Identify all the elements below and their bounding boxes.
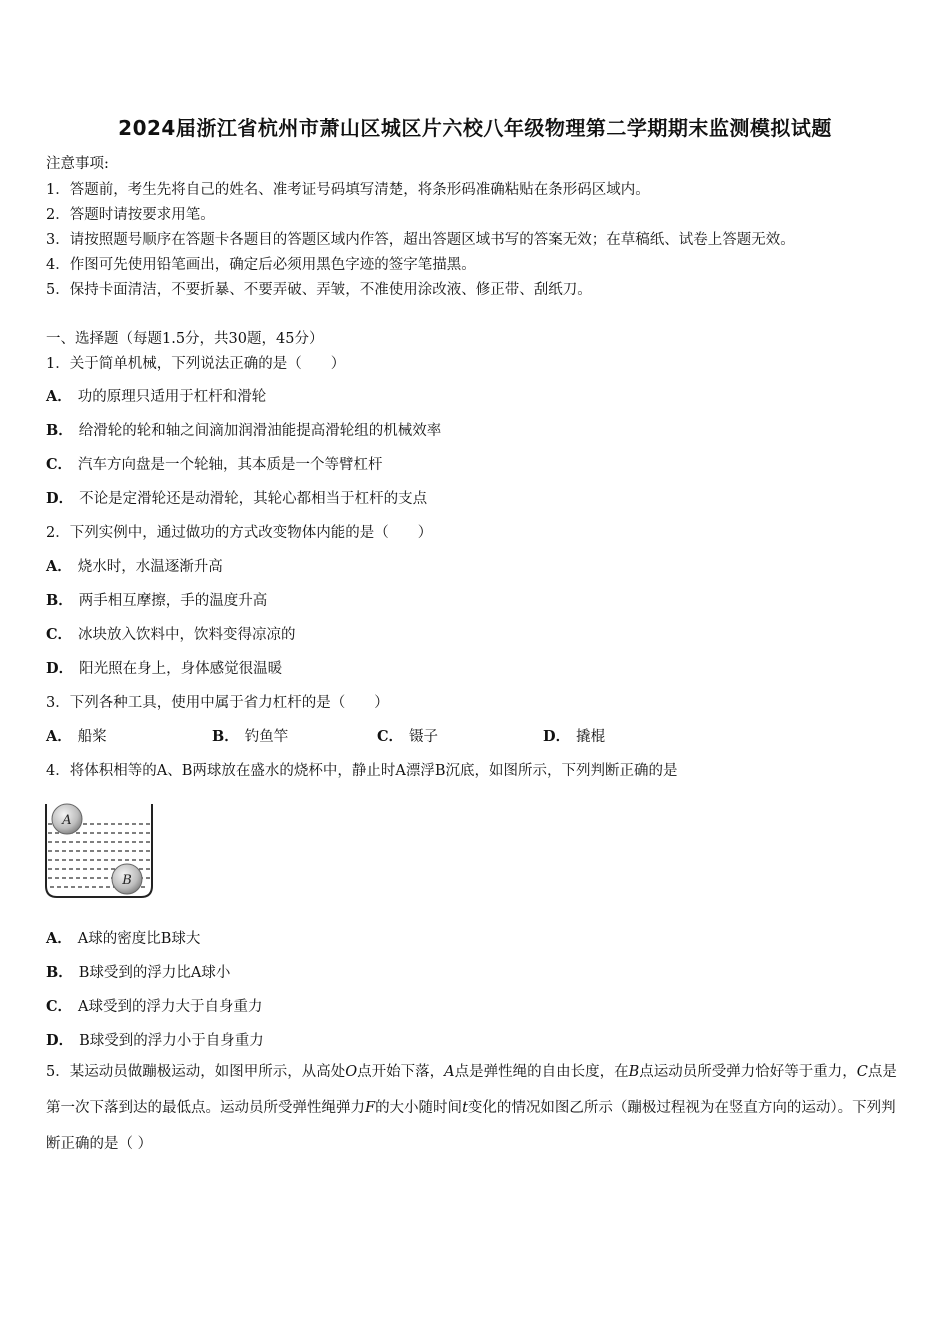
option [543,725,605,746]
option-label: A． [46,728,72,745]
option-text: 镊子 [409,729,439,745]
question-stem: 5．某运动员做蹦极运动，如图甲所示，从高处O点开始下落，A点是弹性绳的自由长度，在B点运动员所受弹力恰好等于重力，C点是第一次下落到达的最低点。运动员所受弹性绳弹力F的大小随时间t变化的情况如图乙所示（蹦极过程视为在竖直方向的运动）。下列判断正确的是（ ） [46,1064,897,1152]
option-label: D． [543,728,571,745]
option-text: A球受到的浮力大于自身重力 [78,999,263,1015]
option-text: 撬棍 [576,729,606,745]
option-label: D． [46,660,74,677]
option [46,995,263,1016]
option-label: A． [46,930,72,947]
option-text: 船桨 [77,729,107,745]
option-text: 汽车方向盘是一个轮轴，其本质是一个等臂杠杆 [78,457,383,473]
option-label: C． [46,626,73,643]
ball-b [112,864,142,894]
question-stem: 2．下列实例中，通过做功的方式改变物体内能的是（ ） [46,525,433,541]
beaker-figure [42,800,158,902]
option [46,589,267,610]
option-label: C． [46,456,73,473]
svg-text:A: A [62,813,72,828]
option [46,961,230,982]
option [46,385,266,406]
option-text: 两手相互摩擦，手的温度升高 [78,593,268,609]
option [212,725,288,746]
option [46,927,200,948]
option [46,657,282,678]
option-label: B． [46,592,73,609]
option [46,453,383,474]
option-text: 钓鱼竿 [244,729,289,745]
option [46,419,441,440]
page-title: 2024届浙江省杭州市萧山区城区片六校八年级物理第二学期期末监测模拟试题 [118,116,832,140]
notice-item: 3．请按照题号顺序在答题卡各题目的答题区域内作答，超出答题区域书写的答案无效；在草稿纸、试卷上答题无效。 [46,232,795,248]
notice-item: 1．答题前，考生先将自己的姓名、准考证号码填写清楚，将条形码准确粘贴在条形码区域内。 [46,182,650,198]
option-label: C． [46,998,73,1015]
option-text: 冰块放入饮料中，饮料变得凉凉的 [78,627,296,643]
notice-item: 5．保持卡面清洁，不要折暴、不要弄破、弄皱，不准使用涂改液、修正带、刮纸刀。 [46,282,592,298]
option-text: 烧水时，水温逐渐升高 [77,559,223,575]
option-label: C． [377,728,404,745]
option [46,555,223,576]
option-text: 功的原理只适用于杠杆和滑轮 [77,389,267,405]
option-text: A球的密度比B球大 [77,931,201,947]
option-label: D． [46,1032,74,1049]
option-text: B球受到的浮力小于自身重力 [79,1033,264,1049]
option [46,725,107,746]
option-label: B． [46,964,73,981]
question-stem: 4．将体积相等的A、B两球放在盛水的烧杯中，静止时A漂浮B沉底，如图所示，下列判断正确的是 [46,763,678,779]
option-text: 给滑轮的轮和轴之间滴加润滑油能提高滑轮组的机械效率 [78,423,442,439]
question-stem: 1．关于简单机械，下列说法正确的是（ ） [46,356,346,372]
option [377,725,438,746]
notice-item: 2．答题时请按要求用笔。 [46,207,215,223]
option-text: 不论是定滑轮还是动滑轮，其轮心都相当于杠杆的支点 [79,491,428,507]
option-label: B． [46,422,73,439]
svg-text:B: B [122,873,132,888]
option-text: 阳光照在身上，身体感觉很温暖 [79,661,283,677]
ball-a [52,804,82,834]
option-label: A． [46,558,72,575]
notice-heading: 注意事项: [46,156,109,172]
beaker-diagram [42,800,158,902]
option-text: B球受到的浮力比A球小 [78,965,231,981]
option-label: D． [46,490,74,507]
option-label: A． [46,388,72,405]
option-label: B． [212,728,239,745]
notice-item: 4．作图可先使用铅笔画出，确定后必须用黑色字迹的签字笔描黑。 [46,257,476,273]
option [46,487,427,508]
section-heading: 一、选择题（每题1.5分，共30题，45分） [46,331,324,347]
option [46,623,296,644]
question-stem: 3．下列各种工具，使用中属于省力杠杆的是（ ） [46,695,389,711]
option [46,1029,264,1050]
